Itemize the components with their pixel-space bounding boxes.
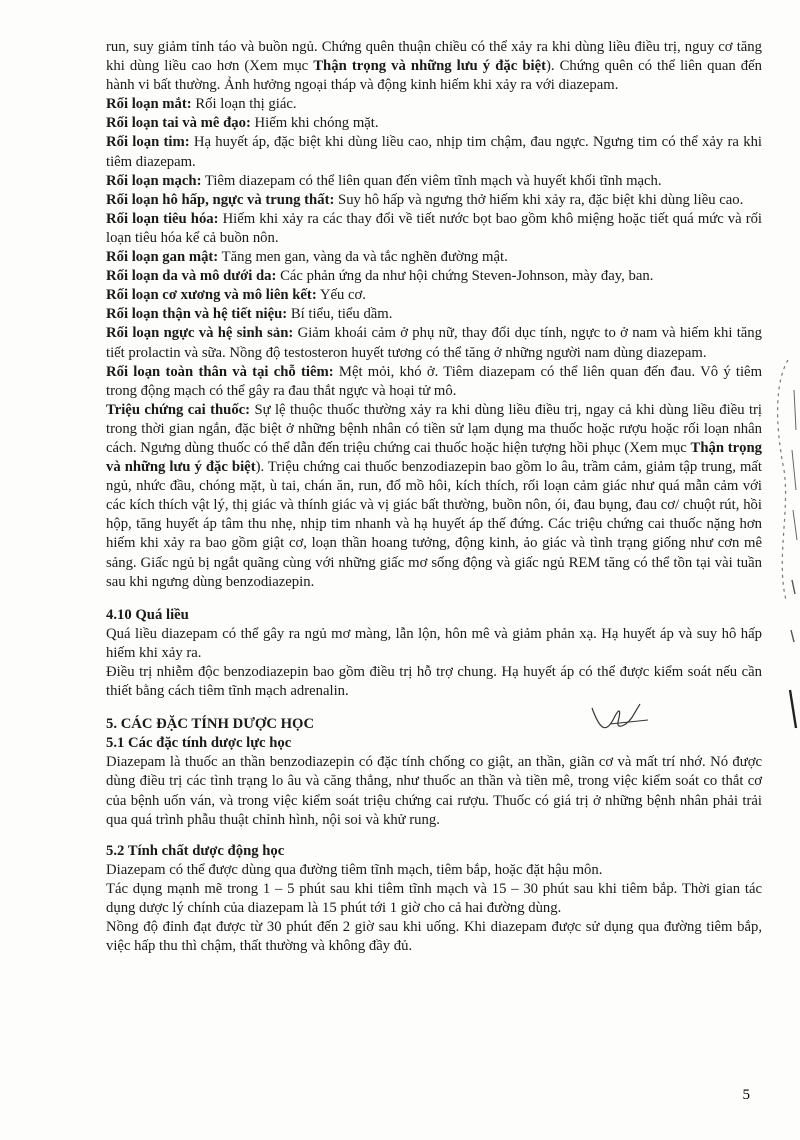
adverse-effect-text: Tiêm diazepam có thể liên quan đến viêm tĩnh mạch và huyết khối tĩnh mạch. bbox=[201, 172, 662, 189]
adverse-effect-text: Yếu cơ. bbox=[316, 287, 366, 304]
adverse-effect-label: Rối loạn tiêu hóa: bbox=[106, 210, 219, 227]
adverse-effect-item bbox=[106, 114, 762, 133]
adverse-effects-list bbox=[106, 95, 762, 401]
pharmacokinetics-paragraph-3: Nồng độ đỉnh đạt được từ 30 phút đến 2 giờ sau khi uống. Khi diazepam được sử dụng qua đường tiêm bắp, việc hấp thu thì chậm, thất thường và không đầy đủ. bbox=[106, 919, 762, 955]
adverse-effect-item bbox=[106, 133, 762, 171]
stamp-edge-mark bbox=[766, 360, 800, 730]
adverse-effect-text: Suy hô hấp và ngưng thở hiếm khi xảy ra, đặc biệt khi dùng liều cao. bbox=[334, 191, 744, 208]
withdrawal-text-b: ). Triệu chứng cai thuốc benzodiazepin bao gồm lo âu, trầm cảm, giảm tập trung, mất ngủ, nhức đầu, chóng mặt, ù tai, chán ăn, run, đổ mồ hôi, kích thích, rối loạn cảm giác như quá mẫn cảm với các kích thích vật lý, thị giác và thính giác và vị giác bất thường, buồn nôn, ói, đau bụng, đau cơ/ chuột rút, hồi hộp, tăng huyết áp tâm thu nhẹ, nhịp tim nhanh và hạ huyết áp thế đứng. Các triệu chứng cai thuốc nặng hơn hiếm khi xảy ra bao gồm giật cơ, loạn thần hoang tưởng, động kinh, ảo giác và tình trạng giống như cơn mê sảng. Giấc ngủ bị ngắt quãng cùng với những giấc mơ sống động và giấc ngủ REM tăng có thể tồn tại vài tuần sau khi ngưng dùng benzodiazepin. bbox=[106, 459, 762, 590]
pharmacology-heading: 5. CÁC ĐẶC TÍNH DƯỢC HỌC bbox=[106, 716, 315, 733]
adverse-effect-text: Mệt mỏi, khó ở. Tiêm diazepam có thể liên quan đến đau. Vô ý tiêm trong động mạch có thể gây ra đau thắt ngực và hoại tử mô. bbox=[106, 363, 763, 399]
adverse-effect-label: Rối loạn mạch: bbox=[106, 172, 202, 189]
pharmacodynamics-paragraph: Diazepam là thuốc an thần benzodiazepin có đặc tính chống co giật, an thần, giãn cơ và mất trí nhớ. Nó được dùng điều trị các tình trạng lo âu và căng thẳng, như thuốc an thần và tiền mê, trong việc kiểm soát co thắt cơ của bệnh uốn ván, và trong việc kiểm soát triệu chứng cai rượu. Thuốc có giá trị ở những bệnh nhân phải trải qua quá trình phẫu thuật chỉnh hình, nội soi và khử rung. bbox=[106, 754, 762, 828]
adverse-effect-text: Bí tiểu, tiểu dầm. bbox=[287, 306, 393, 323]
adverse-effect-item bbox=[106, 172, 762, 191]
adverse-effect-item bbox=[106, 191, 762, 210]
intro-text: run, suy giảm tỉnh táo và buồn ngủ. Chứng quên thuận chiều có thể xảy ra khi dùng liều điều trị, nguy cơ tăng khi dùng liều cao hơn (Xem mục bbox=[106, 39, 762, 75]
intro-tail-text: ). Chứng quên có thể liên quan đến hành vi bất thường. Ảnh hưởng ngoại tháp và động kinh hiếm khi xảy ra với diazepam. bbox=[106, 58, 762, 94]
adverse-effect-label: Rối loạn ngực và hệ sinh sản: bbox=[106, 325, 294, 342]
overdose-heading: 4.10 Quá liều bbox=[106, 606, 189, 623]
adverse-effect-item bbox=[106, 363, 762, 401]
adverse-effect-label: Rối loạn cơ xương và mô liên kết: bbox=[106, 287, 317, 304]
adverse-effect-label: Rối loạn toàn thân và tại chỗ tiêm: bbox=[106, 363, 334, 380]
adverse-effect-label: Rối loạn tim: bbox=[106, 134, 190, 151]
adverse-effect-label: Rối loạn tai và mê đạo: bbox=[106, 115, 251, 132]
adverse-effect-text: Hạ huyết áp, đặc biệt khi dùng liều cao, nhịp tim chậm, đau ngực. Ngưng tim có thể xảy ra khi tiêm diazepam. bbox=[106, 134, 762, 170]
adverse-effect-text: Hiếm khi xảy ra các thay đổi về tiết nước bọt bao gồm khô miệng hoặc tiết quá mức và rối loạn tiêu hóa kể cả buồn nôn. bbox=[106, 210, 763, 246]
withdrawal-bold-ref: Thận trọng và những lưu ý đặc biệt bbox=[106, 439, 762, 476]
adverse-effect-label: Rối loạn mắt: bbox=[106, 96, 192, 113]
overdose-paragraph-1: Quá liều diazepam có thể gây ra ngủ mơ màng, lẫn lộn, hôn mê và giảm phản xạ. Hạ huyết áp và suy hô hấp hiếm khi xảy ra. bbox=[106, 625, 762, 661]
page-number: 5 bbox=[742, 1087, 750, 1103]
adverse-effect-item bbox=[106, 324, 762, 362]
pharmacokinetics-heading: 5.2 Tính chất dược động học bbox=[106, 842, 285, 859]
adverse-effect-item bbox=[106, 248, 762, 267]
adverse-effect-item bbox=[106, 267, 762, 286]
adverse-effect-label: Rối loạn da và mô dưới da: bbox=[106, 268, 277, 285]
withdrawal-paragraph bbox=[106, 401, 762, 592]
pharmacodynamics-heading: 5.1 Các đặc tính dược lực học bbox=[106, 735, 292, 752]
adverse-effect-text: Hiếm khi chóng mặt. bbox=[250, 115, 379, 132]
adverse-effect-text: Giảm khoái cảm ở phụ nữ, thay đổi dục tính, ngực to ở nam và hiếm khi tăng tiết prolactin và sữa. Nồng độ testosteron huyết tương có thể tăng ở những người nam dùng diazepam. bbox=[106, 325, 762, 361]
withdrawal-text-a: Sự lệ thuộc thuốc thường xảy ra khi dùng liều điều trị, ngay cả khi dùng liều điều trị trong thời gian ngắn, đặc biệt ở những bệnh nhân có tiền sử lạm dụng ma thuốc hoặc rượu hoặc rối loạn nhân cách. Ngưng dùng thuốc có thể dẫn đến triệu chứng cai thuốc hoặc hiện tượng hồi phục (Xem mục bbox=[106, 401, 762, 456]
pharmacokinetics-paragraph-2: Tác dụng mạnh mẽ trong 1 – 5 phút sau khi tiêm tĩnh mạch và 15 – 30 phút sau khi tiêm bắp. Thời gian tác dụng dược lý chính của diazepam là 15 phút tới 1 giờ cho cả hai đường dùng. bbox=[106, 880, 762, 917]
adverse-effect-label: Rối loạn thận và hệ tiết niệu: bbox=[106, 306, 288, 323]
adverse-effect-item bbox=[106, 286, 762, 305]
adverse-effect-item bbox=[106, 95, 762, 114]
adverse-effect-label: Rối loạn gan mật: bbox=[106, 249, 219, 266]
adverse-effect-item bbox=[106, 210, 762, 248]
handwritten-signature-mark bbox=[588, 700, 658, 736]
adverse-effect-text: Rối loạn thị giác. bbox=[191, 96, 297, 113]
overdose-paragraph-2: Điều trị nhiễm độc benzodiazepin bao gồm điều trị hỗ trợ chung. Hạ huyết áp có thể được kiểm soát nếu cần thiết bằng cách tiêm tĩnh mạch adrenalin. bbox=[106, 664, 762, 700]
adverse-effect-text: Các phản ứng da như hội chứng Steven-Johnson, mày đay, ban. bbox=[276, 268, 654, 285]
adverse-effect-item bbox=[106, 305, 762, 324]
adverse-effect-label: Rối loạn hô hấp, ngực và trung thất: bbox=[106, 191, 335, 208]
intro-paragraph bbox=[106, 38, 762, 95]
withdrawal-label: Triệu chứng cai thuốc: bbox=[106, 401, 251, 418]
intro-bold-ref: Thận trọng và những lưu ý đặc biệt bbox=[313, 58, 546, 75]
pharmacokinetics-paragraph-1: Diazepam có thể được dùng qua đường tiêm tĩnh mạch, tiêm bắp, hoặc đặt hậu môn. bbox=[106, 861, 603, 878]
adverse-effect-text: Tăng men gan, vàng da và tắc nghẽn đường mật. bbox=[218, 249, 508, 266]
